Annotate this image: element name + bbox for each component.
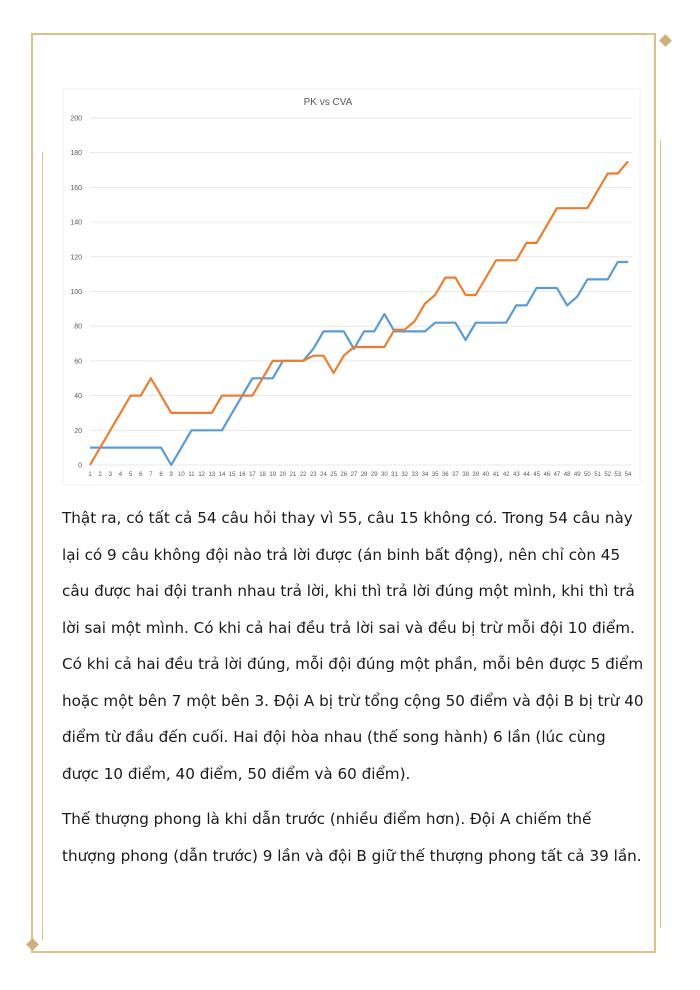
x-tick-label: 35 — [431, 472, 439, 478]
x-tick-label: 38 — [462, 472, 469, 478]
x-tick-label: 53 — [614, 472, 622, 478]
x-tick-label: 13 — [208, 472, 216, 478]
x-tick-label: 6 — [139, 472, 143, 478]
x-tick-label: 47 — [553, 472, 561, 478]
x-tick-label: 27 — [350, 472, 358, 478]
y-tick-label: 60 — [74, 358, 82, 366]
x-tick-label: 41 — [492, 472, 500, 478]
x-tick-label: 11 — [188, 472, 195, 478]
line-chart — [62, 88, 642, 486]
x-tick-label: 54 — [624, 472, 632, 478]
x-tick-label: 36 — [441, 472, 449, 478]
x-tick-label: 33 — [411, 472, 419, 478]
x-tick-label: 48 — [563, 472, 571, 478]
x-tick-label: 52 — [604, 472, 612, 478]
x-tick-label: 49 — [573, 472, 581, 478]
x-tick-label: 9 — [169, 472, 173, 478]
x-tick-label: 25 — [330, 472, 337, 478]
x-tick-label: 18 — [259, 472, 266, 478]
x-tick-label: 15 — [228, 472, 236, 478]
x-tick-label: 14 — [218, 472, 226, 478]
y-tick-label: 0 — [78, 462, 82, 470]
x-tick-label: 45 — [533, 472, 540, 478]
x-tick-label: 23 — [309, 472, 317, 478]
x-tick-label: 20 — [279, 472, 287, 478]
x-tick-label: 4 — [118, 472, 123, 478]
x-tick-label: 40 — [482, 472, 490, 478]
x-tick-label: 22 — [299, 472, 307, 478]
x-tick-label: 29 — [370, 472, 378, 478]
decorative-line-left — [42, 152, 43, 940]
x-tick-label: 32 — [401, 472, 409, 478]
x-tick-label: 19 — [269, 472, 277, 478]
x-tick-label: 30 — [381, 472, 388, 478]
x-tick-label: 10 — [178, 472, 185, 478]
series-line-orange — [90, 161, 628, 465]
paragraph-2: Thế thượng phong là khi dẫn trước (nhiều điểm hơn). Đội A chiếm thế thượng phong (dẫn trước) 9 lần và đội B giữ thế thượng phong tất cả 39 lần. — [62, 810, 642, 865]
chart-title: PK vs CVA — [303, 97, 353, 108]
x-tick-label: 16 — [238, 472, 246, 478]
x-tick-label: 24 — [320, 472, 327, 478]
x-tick-label: 3 — [108, 472, 112, 478]
body-text — [62, 500, 647, 883]
x-tick-label: 1 — [88, 472, 92, 478]
x-tick-label: 51 — [594, 472, 601, 478]
x-tick-label: 17 — [249, 472, 256, 478]
x-tick-label: 26 — [340, 472, 348, 478]
y-tick-label: 160 — [70, 184, 82, 192]
x-tick-label: 42 — [502, 472, 510, 478]
decorative-line-right — [660, 140, 661, 928]
x-tick-label: 39 — [472, 472, 480, 478]
diamond-ornament-top — [659, 34, 672, 47]
x-tick-label: 28 — [360, 472, 368, 478]
y-tick-label: 180 — [70, 150, 82, 158]
x-tick-label: 5 — [128, 472, 133, 478]
y-tick-label: 40 — [74, 393, 82, 401]
x-tick-label: 44 — [523, 472, 530, 478]
x-tick-label: 50 — [584, 472, 591, 478]
series-line-blue — [90, 262, 628, 465]
x-tick-label: 31 — [391, 472, 398, 478]
x-tick-label: 8 — [159, 472, 163, 478]
y-tick-label: 20 — [74, 427, 82, 435]
y-tick-label: 140 — [70, 219, 82, 227]
x-tick-label: 34 — [421, 472, 429, 478]
y-tick-label: 80 — [74, 323, 82, 331]
x-tick-label: 43 — [512, 472, 520, 478]
y-tick-label: 100 — [70, 289, 82, 296]
y-tick-label: 200 — [70, 115, 82, 123]
y-tick-label: 120 — [70, 254, 82, 262]
x-tick-label: 7 — [149, 472, 153, 478]
x-tick-label: 12 — [198, 472, 206, 478]
x-tick-label: 2 — [98, 472, 102, 478]
x-tick-label: 37 — [452, 472, 459, 478]
x-tick-label: 21 — [289, 472, 297, 478]
paragraph-1: Thật ra, có tất cả 54 câu hỏi thay vì 55, câu 15 không có. Trong 54 câu này lại có 9 câu không đội nào trả lời được (án binh bất động), nên chỉ còn 45 câu được hai đội tranh nhau trả lời, khi thì trả lời đúng một mình, khi thì trả lời sai một mình. Có khi cả hai đều trả lời sai và đều bị trừ mỗi đội 10 điểm. Có khi cả hai đều trả lời đúng, mỗi đội đúng một phần, mỗi bên được 5 điểm hoặc một bên 7 một bên 3. Đội A bị trừ tổng cộng 50 điểm và đội B bị trừ 40 điểm từ đầu đến cuối. Hai đội hòa nhau (thế song hành) 6 lần (lúc cùng được 10 điểm, 40 điểm, 50 điểm và 60 điểm). — [62, 509, 644, 783]
x-tick-label: 46 — [543, 472, 551, 478]
